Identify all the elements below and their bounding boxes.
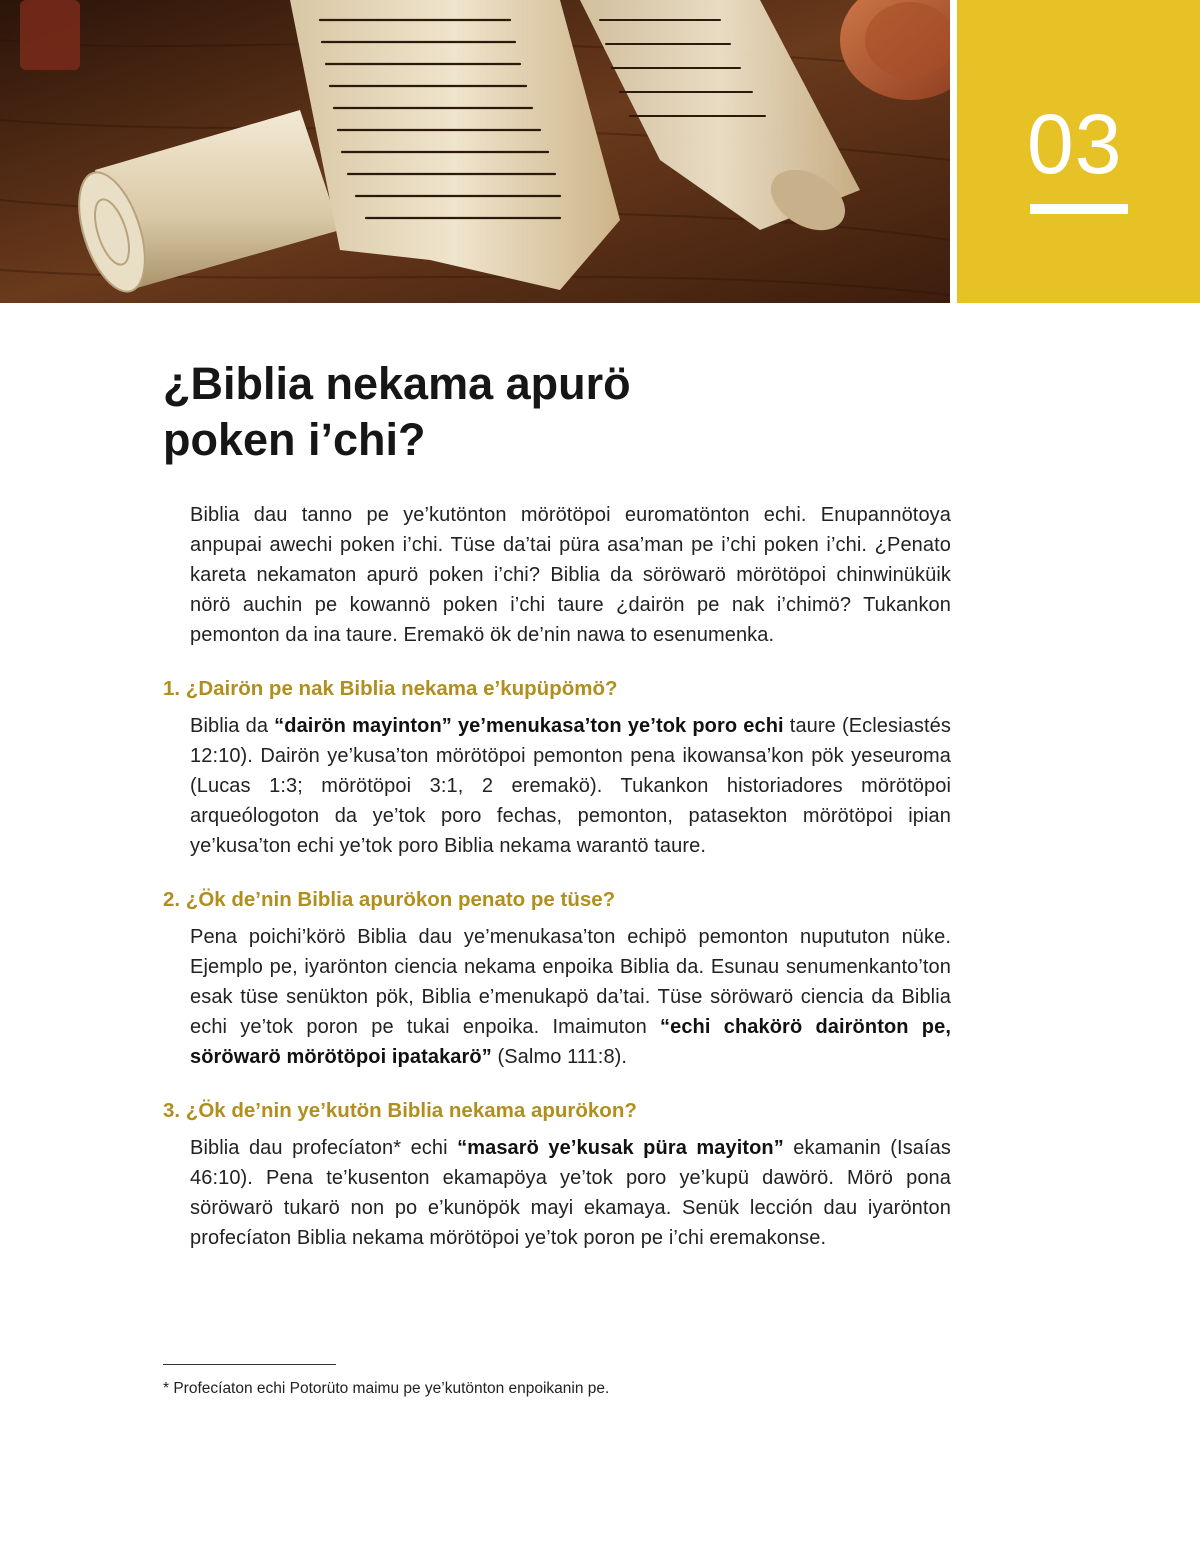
footnote-divider <box>163 1364 336 1365</box>
page-title-line1: ¿Biblia nekama apurö <box>163 358 631 409</box>
footnote: * Profecíaton echi Potorüto maimu pe ye’kutönton enpoikanin pe. <box>163 1380 610 1397</box>
section-paragraph <box>190 711 951 861</box>
text-after: ekamanin (Isaías 46:10). Pena te’kusenton ekamapöya ye’tok poro ye’kupü dawörö. Mörö pona söröwarö tukarö non po e’kunöpök mayi ekamaya. Senük lección dau iyarönton profecíaton Biblia nekama mörötöpoi ye’tok poron pe i’chi eremakonse. <box>190 1137 951 1249</box>
section-paragraph <box>190 1133 951 1253</box>
section-heading: 2. ¿Ök de’nin Biblia apurökon penato pe tüse? <box>163 888 616 911</box>
lesson-number-box <box>957 0 1200 303</box>
section-heading: 1. ¿Dairön pe nak Biblia nekama e’kupüpömö? <box>163 677 618 700</box>
intro-paragraph: Biblia dau tanno pe ye’kutönton mörötöpoi euromatönton echi. Enupannötoya anpupai awechi poken i’chi. Tüse da’tai püra asa’man pe i’chi poken i’chi. ¿Penato kareta nekamaton apurö poken i’chi? Biblia da söröwarö mörötöpoi chinwinüküik nörö auchin pe kowannö poken i’chi taure ¿dairön pe nak i’chimö? Tukankon pemonton da ina taure. Eremakö ök de’nin nawa to esenumenka. <box>190 504 951 646</box>
bold-quote: “dairön mayinton” ye’menukasa’ton ye’tok poro echi <box>274 715 784 737</box>
scroll-parchment-center <box>290 0 620 290</box>
scrolls-illustration <box>0 0 950 303</box>
lesson-number-underline <box>1030 204 1128 214</box>
section-paragraph <box>190 922 951 1072</box>
bold-quote: “echi chakörö dairönton pe, söröwarö mörötöpoi ipatakarö” <box>190 1016 952 1068</box>
text-before: Pena poichi’körö Biblia dau ye’menukasa’ton echipö pemonton nupututon nüke. Ejemplo pe, iyarönton ciencia nekama enpoika Biblia da. Esunau senumenkanto’ton esak tüse senükton pök, Biblia e’menukapö da’tai. Tüse söröwarö ciencia da Biblia echi ye’tok poron pe tukai enpoika. Imaimuton <box>190 926 951 1038</box>
section-2 <box>163 885 951 1072</box>
bold-quote: “masarö ye’kusak püra mayiton” <box>457 1137 784 1159</box>
text-after: taure (Eclesiastés 12:10). Dairön ye’kusa’ton mörötöpoi pemonton pena ikowansa’kon pök yeseuroma (Lucas 1:3; mörötöpoi 3:1, 2 eremakö). Tukankon historiadores mörötöpoi arqueólogoton da ye’tok poro fechas, pemonton, patasekton mörötöpoi ipian ye’kusa’ton echi ye’tok poro Biblia nekama warantö taure. <box>190 715 951 857</box>
header-photo-scrolls <box>0 0 950 303</box>
text-before: Biblia da <box>190 715 275 737</box>
section-3 <box>163 1096 951 1253</box>
section-1 <box>163 674 951 861</box>
lesson-content <box>163 500 951 1253</box>
page-title <box>163 356 923 468</box>
text-after: (Salmo 111:8). <box>491 1046 628 1068</box>
page-title-line2: poken i’chi? <box>163 414 426 465</box>
text-before: Biblia dau profecíaton* echi <box>190 1137 458 1159</box>
lesson-number: 03 <box>1027 97 1123 191</box>
red-object <box>20 0 80 70</box>
section-heading: 3. ¿Ök de’nin ye’kutön Biblia nekama apurökon? <box>163 1099 637 1122</box>
